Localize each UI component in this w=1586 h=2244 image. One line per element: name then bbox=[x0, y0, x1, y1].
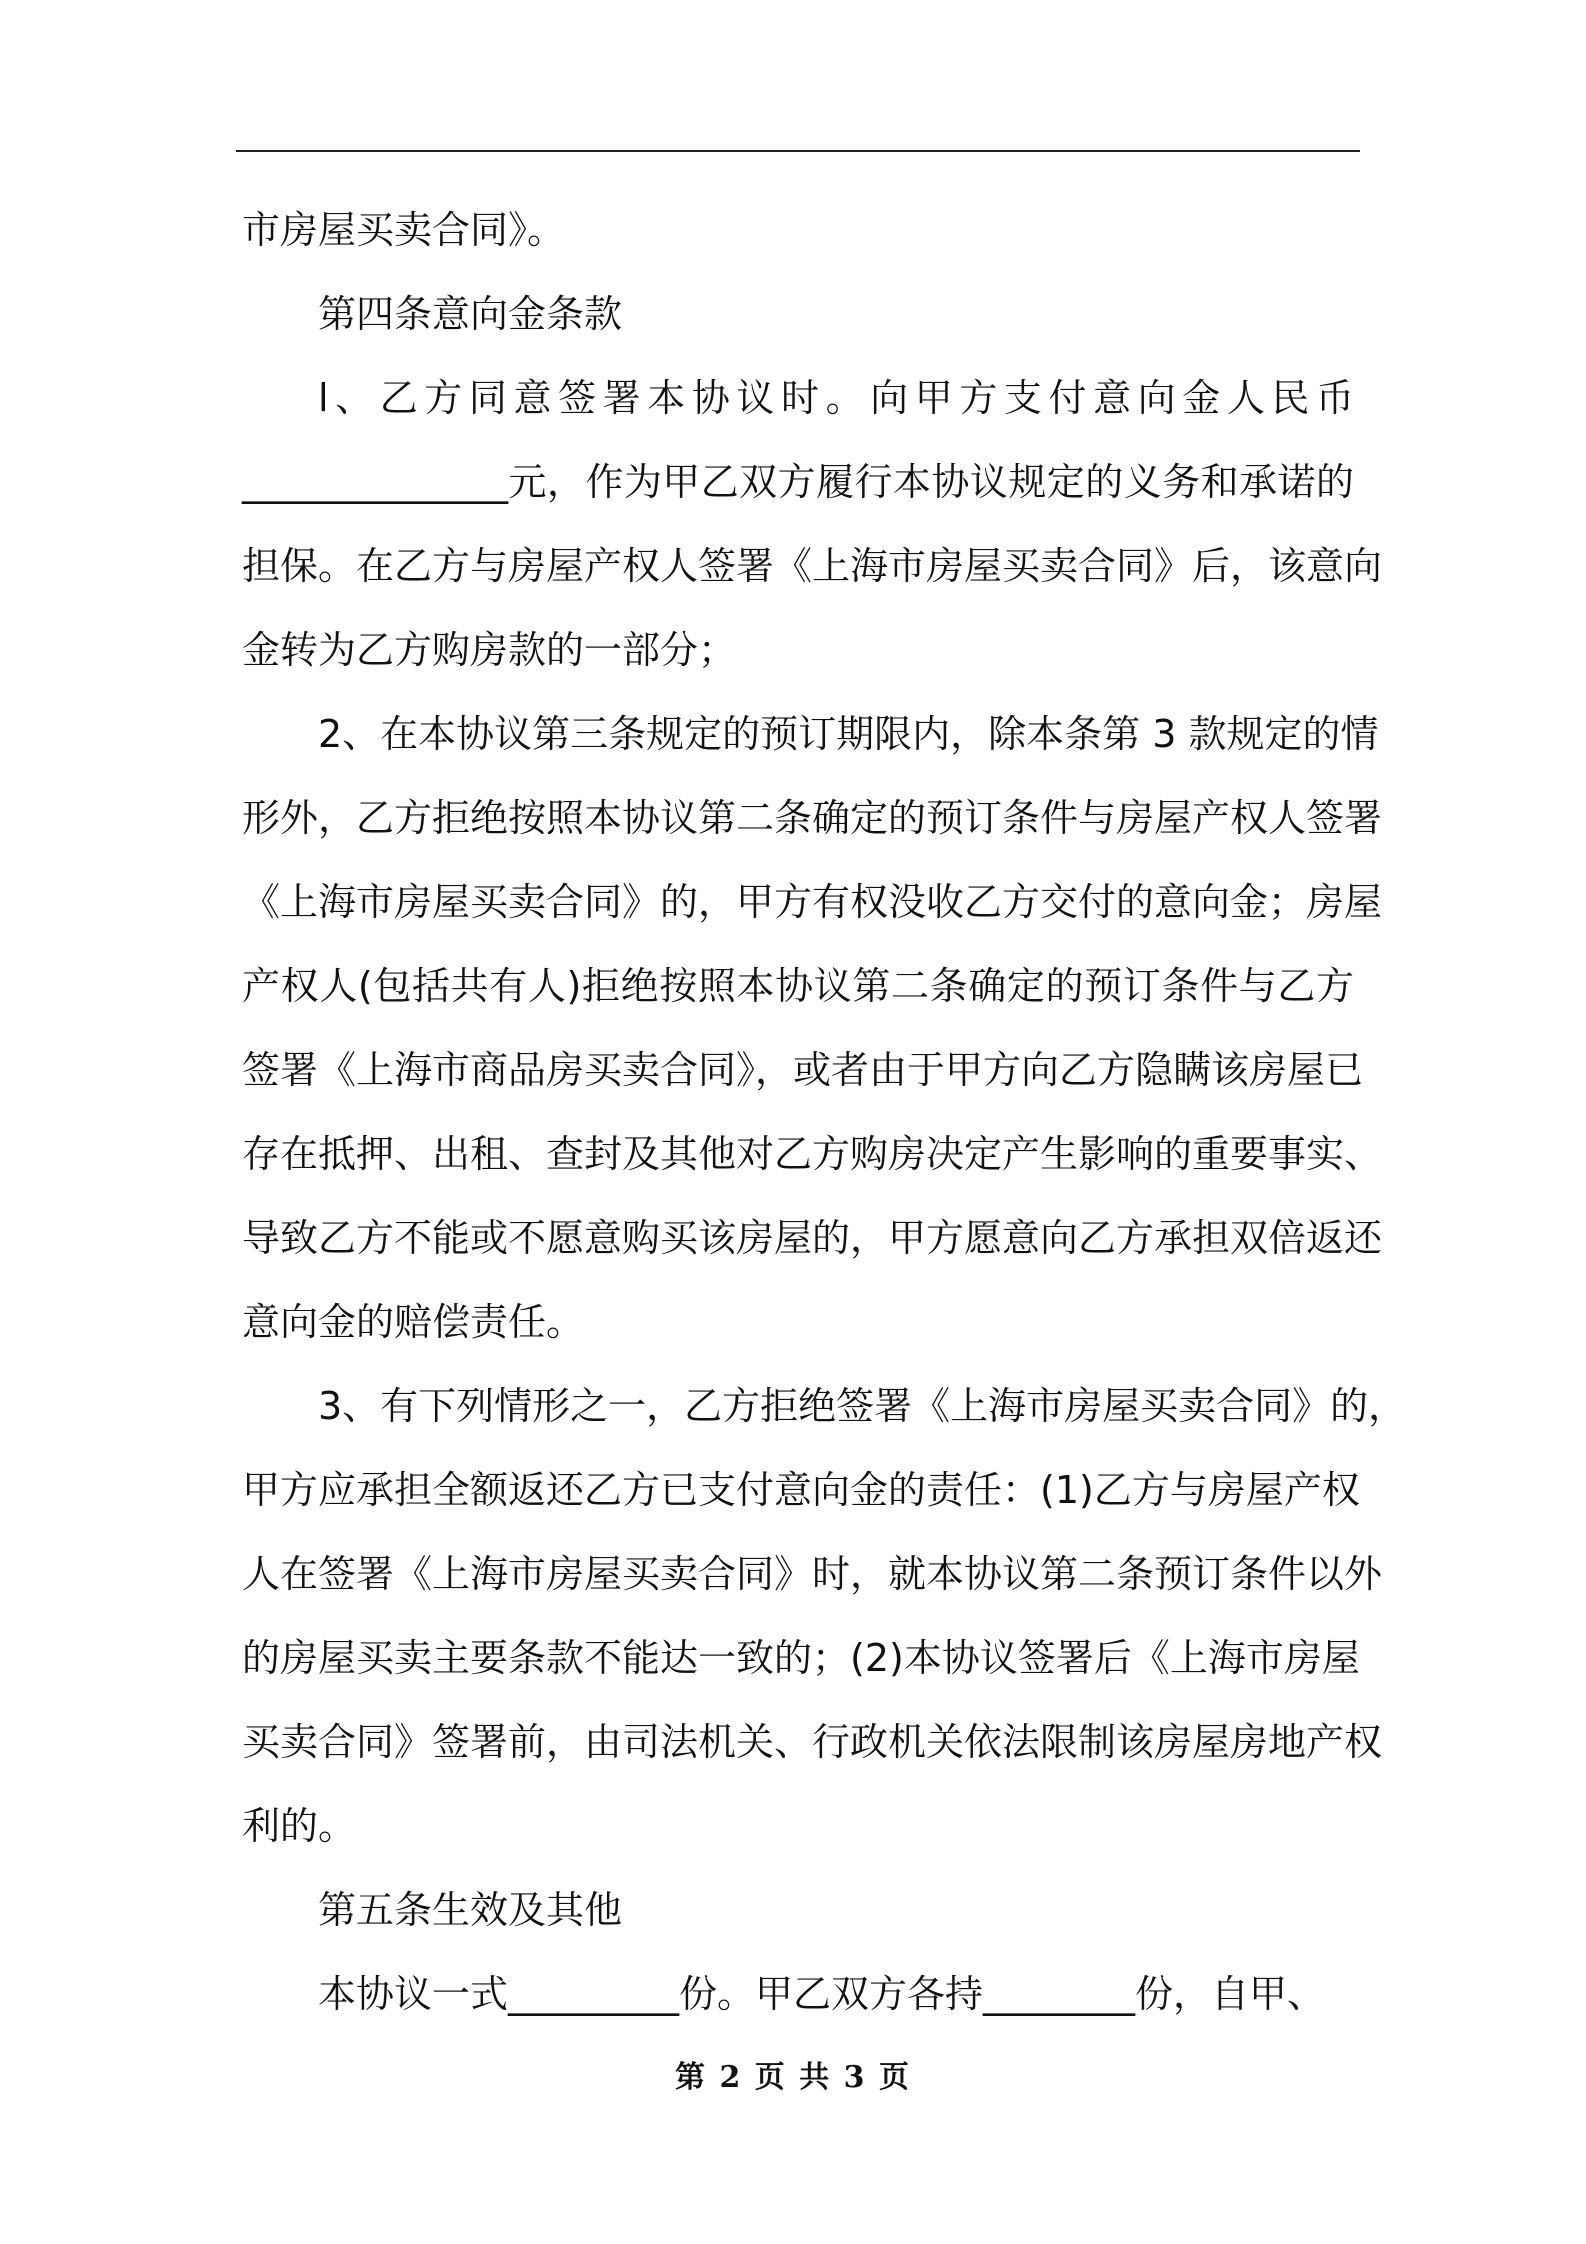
body-line: 买卖合同》签署前，由司法机关、行政机关依法限制该房屋房地产权 bbox=[242, 1720, 1383, 1764]
section-heading: 第四条意向金条款 bbox=[318, 292, 623, 336]
body-line: 的房屋买卖主要条款不能达一致的；(2)本协议签署后《上海市房屋 bbox=[242, 1636, 1360, 1680]
body-line: 意向金的赔偿责任。 bbox=[242, 1300, 585, 1344]
body-line: 《上海市房屋买卖合同》的，甲方有权没收乙方交付的意向金；房屋 bbox=[242, 880, 1383, 924]
document-body bbox=[242, 188, 1407, 2036]
body-line: 甲方应承担全额返还乙方已支付意向金的责任：(1)乙方与房屋产权 bbox=[242, 1468, 1360, 1512]
body-line: 担保。在乙方与房屋产权人签署《上海市房屋买卖合同》后，该意向 bbox=[242, 544, 1383, 588]
body-line: 2、在本协议第三条规定的预订期限内，除本条第 3 款规定的情 bbox=[318, 712, 1379, 756]
section-heading: 第五条生效及其他 bbox=[318, 1888, 623, 1932]
body-line: 存在抵押、出租、查封及其他对乙方购房决定产生影响的重要事实、 bbox=[242, 1132, 1383, 1176]
body-line: 签署《上海市商品房买卖合同》，或者由于甲方向乙方隐瞒该房屋已 bbox=[242, 1048, 1364, 1092]
body-line: 人在签署《上海市房屋买卖合同》时，就本协议第二条预订条件以外 bbox=[242, 1552, 1383, 1596]
body-line: ______________元，作为甲乙双方履行本协议规定的义务和承诺的 bbox=[242, 460, 1354, 504]
body-line: 形外，乙方拒绝按照本协议第二条确定的预订条件与房屋产权人签署 bbox=[242, 796, 1383, 840]
body-line: 本协议一式_________份。甲乙双方各持________份，自甲、 bbox=[318, 1972, 1326, 2016]
body-line: 产权人(包括共有人)拒绝按照本协议第二条确定的预订条件与乙方 bbox=[242, 964, 1354, 1008]
body-line: 3、有下列情形之一，乙方拒绝签署《上海市房屋买卖合同》的， bbox=[318, 1384, 1407, 1428]
header-divider bbox=[236, 150, 1360, 152]
body-line: 市房屋买卖合同》。 bbox=[242, 208, 566, 252]
body-line: 金转为乙方购房款的一部分； bbox=[242, 628, 737, 672]
body-line: 利的。 bbox=[242, 1804, 357, 1848]
body-line: l、乙方同意签署本协议时。向甲方支付意向金人民币 bbox=[318, 376, 1354, 420]
body-line: 导致乙方不能或不愿意购买该房屋的，甲方愿意向乙方承担双倍返还 bbox=[242, 1216, 1383, 1260]
page-number-footer: 第 2 页 共 3 页 bbox=[675, 2060, 911, 2095]
